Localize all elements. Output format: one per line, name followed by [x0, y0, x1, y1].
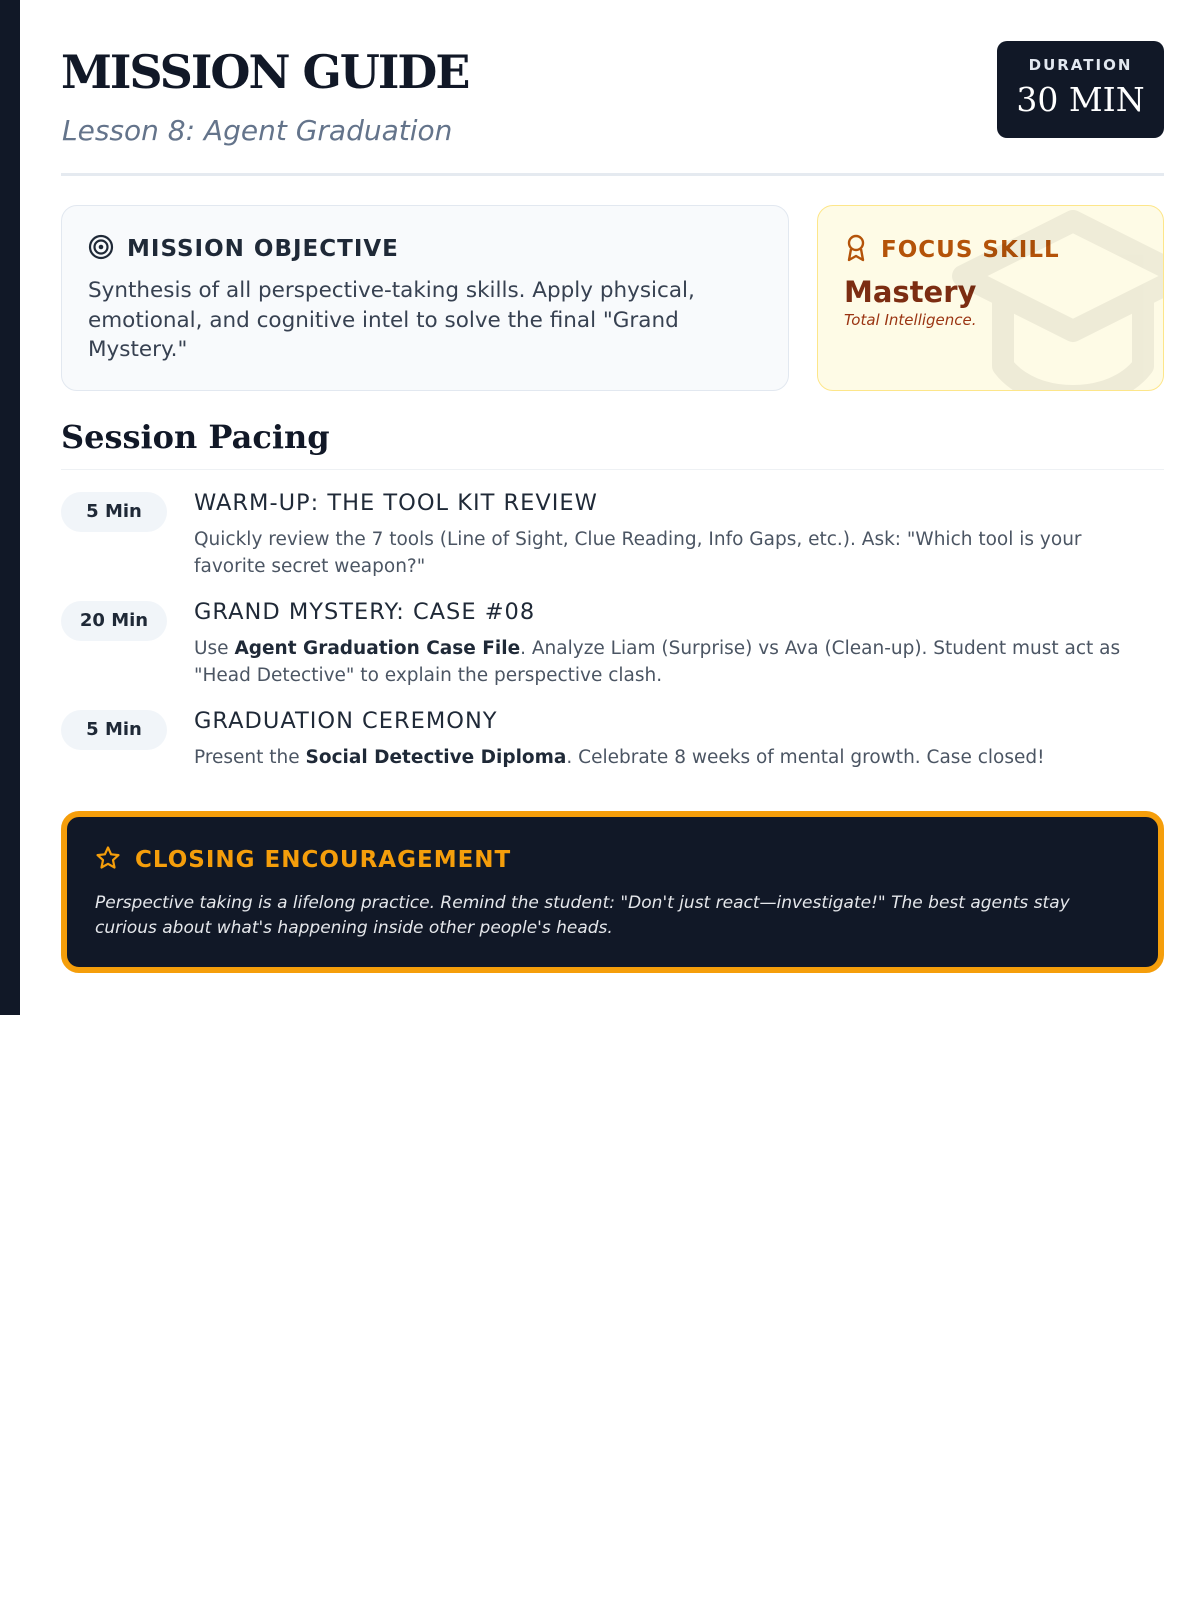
- pacing-item-description: [194, 744, 1149, 771]
- mission-guide-page: [61, 40, 1164, 938]
- star-icon: [95, 845, 121, 875]
- pacing-item-description: Quickly review the 7 tools (Line of Sight, Clue Reading, Info Gaps, etc.). Ask: "Which tool is your favorite secret weapon?": [194, 529, 1082, 577]
- closing-encouragement-header: [95, 845, 1130, 875]
- graduation-cap-icon: [943, 206, 1164, 391]
- mission-objective-text: Synthesis of all perspective-taking skills. Apply physical, emotional, and cognitive intel to solve the final "Grand Mystery.": [88, 278, 695, 362]
- mission-objective-card: [61, 205, 789, 391]
- session-pacing-heading: Session Pacing: [61, 418, 1164, 470]
- duration-badge: [997, 41, 1164, 138]
- diploma-name: Social Detective Diploma: [305, 747, 567, 768]
- duration-value: 30 MIN: [1016, 80, 1145, 119]
- focus-skill-value: Mastery: [844, 275, 977, 309]
- description-text: Use: [194, 638, 235, 659]
- pacing-item-description: [194, 635, 1149, 689]
- description-text: . Celebrate 8 weeks of mental growth. Case closed!: [566, 747, 1045, 768]
- summary-cards: [61, 205, 1164, 391]
- mission-objective-heading: MISSION OBJECTIVE: [127, 236, 399, 262]
- left-accent-bar: [0, 0, 20, 1015]
- closing-encouragement-text: Perspective taking is a lifelong practice. Remind the student: "Don't just react—investigate!" The best agents stay curious about what's happening inside other people's heads.: [95, 893, 1070, 938]
- page-title: MISSION GUIDE: [61, 45, 469, 99]
- focus-skill-heading: FOCUS SKILL: [881, 237, 1060, 263]
- duration-label: DURATION: [1028, 56, 1133, 74]
- duration-pill: 5 Min: [61, 492, 167, 532]
- duration-pill: 20 Min: [61, 601, 167, 641]
- lesson-subtitle: Lesson 8: Agent Graduation: [62, 114, 453, 147]
- pacing-item-title: GRAND MYSTERY: CASE #08: [194, 599, 536, 625]
- focus-skill-card: [817, 205, 1164, 391]
- pacing-item-title: GRADUATION CEREMONY: [194, 708, 498, 734]
- description-text: . Analyze Liam (Surprise) vs Ava (Clean-up). Student must act as "Head Detective" to explain the perspective clash.: [194, 638, 1121, 686]
- focus-skill-note: Total Intelligence.: [844, 311, 977, 329]
- case-file-name: Agent Graduation Case File: [234, 638, 521, 659]
- award-ribbon-icon: [844, 234, 868, 266]
- closing-encouragement-card: [61, 811, 1164, 973]
- description-text: Present the: [194, 747, 306, 768]
- mission-objective-header: [88, 234, 762, 264]
- page-header: [61, 40, 1164, 176]
- pacing-item-title: WARM-UP: THE TOOL KIT REVIEW: [194, 490, 598, 516]
- target-icon: [88, 234, 114, 264]
- closing-encouragement-heading: CLOSING ENCOURAGEMENT: [135, 847, 512, 873]
- duration-pill: 5 Min: [61, 710, 167, 750]
